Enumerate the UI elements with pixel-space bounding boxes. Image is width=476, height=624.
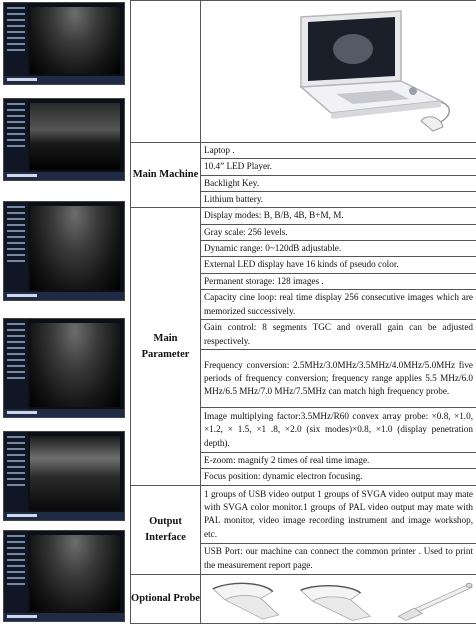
- ultrasound-image-4: [3, 318, 125, 418]
- spec-table: [130, 0, 476, 624]
- spec-row: USB Port: our machine can connect the common printer . Used to print the measurement report page.: [201, 543, 476, 574]
- probe-images-cell: [201, 574, 476, 623]
- ultrasound-image-3: [3, 201, 125, 301]
- spec-row: Backlight Key.: [201, 175, 476, 191]
- spec-row: Lithium battery.: [201, 192, 476, 208]
- ultrasound-image-6: [3, 530, 125, 622]
- spec-row: Image multiplying factor:3.5MHz/R60 convex array probe: ×0.8, ×1.0, ×1.2, × 1.5, ×1 .8, ×2.0 (six modes)×0.8, ×1.0 (display penetration depth).: [201, 408, 476, 453]
- spec-row: Frequency conversion: 2.5MHz/3.0MHz/3.5MHz/4.0MHz/5.0MHz five periods of frequency conversion; frequency range applies 5.5 MHz/6.0 MHz/6.5 MHz/7.0 MHz/7.5MHz can match high frequency probe.: [201, 350, 476, 408]
- category-optional-probe: Optional Probe: [131, 574, 201, 623]
- spec-row: Laptop .: [201, 143, 476, 159]
- spec-row: External LED display have 16 kinds of pseudo color.: [201, 257, 476, 273]
- convex-probe-image: [213, 583, 279, 619]
- spec-row: E-zoom: magnify 2 times of real time image.: [201, 453, 476, 469]
- header-blank-cell: [131, 1, 201, 143]
- spec-row: Gray scale: 256 levels.: [201, 224, 476, 240]
- ultrasound-image-5: [3, 431, 125, 521]
- linear-probe-image: [301, 586, 371, 621]
- spec-row: 10.4” LED Player.: [201, 159, 476, 175]
- spec-row: Permanent storage: 128 images .: [201, 273, 476, 289]
- probe-images: [201, 575, 476, 623]
- transvaginal-probe-image: [398, 583, 472, 620]
- category-main-machine: Main Machine: [131, 143, 201, 208]
- category-main-parameter: Main Parameter: [131, 208, 201, 485]
- ultrasound-image-1: [3, 2, 125, 85]
- spec-row: Dynamic range: 0~120dB adjustable.: [201, 241, 476, 257]
- spec-row: Focus position: dynamic electron focusing.: [201, 469, 476, 485]
- ultrasound-image-2: [3, 98, 125, 181]
- spec-row: Capacity cine loop: real time display 256 consecutive images which are memorized successively.: [201, 290, 476, 320]
- spec-row: Gain control: 8 segments TGC and overall gain can be adjusted respectively.: [201, 320, 476, 350]
- category-output-interface: Output Interface: [131, 485, 201, 574]
- spec-row: 1 groups of USB video output 1 groups of SVGA video output may mate with SVGA color monitor.1 groups of PAL video output may mate with PAL monitor, video image recording instrument and image workshop, etc.: [201, 485, 476, 543]
- spec-row: Display modes: B, B/B, 4B, B+M, M.: [201, 208, 476, 224]
- laptop-ultrasound-image: [261, 9, 451, 139]
- ultrasound-image-strip: [0, 0, 130, 624]
- product-image-cell: [201, 1, 476, 143]
